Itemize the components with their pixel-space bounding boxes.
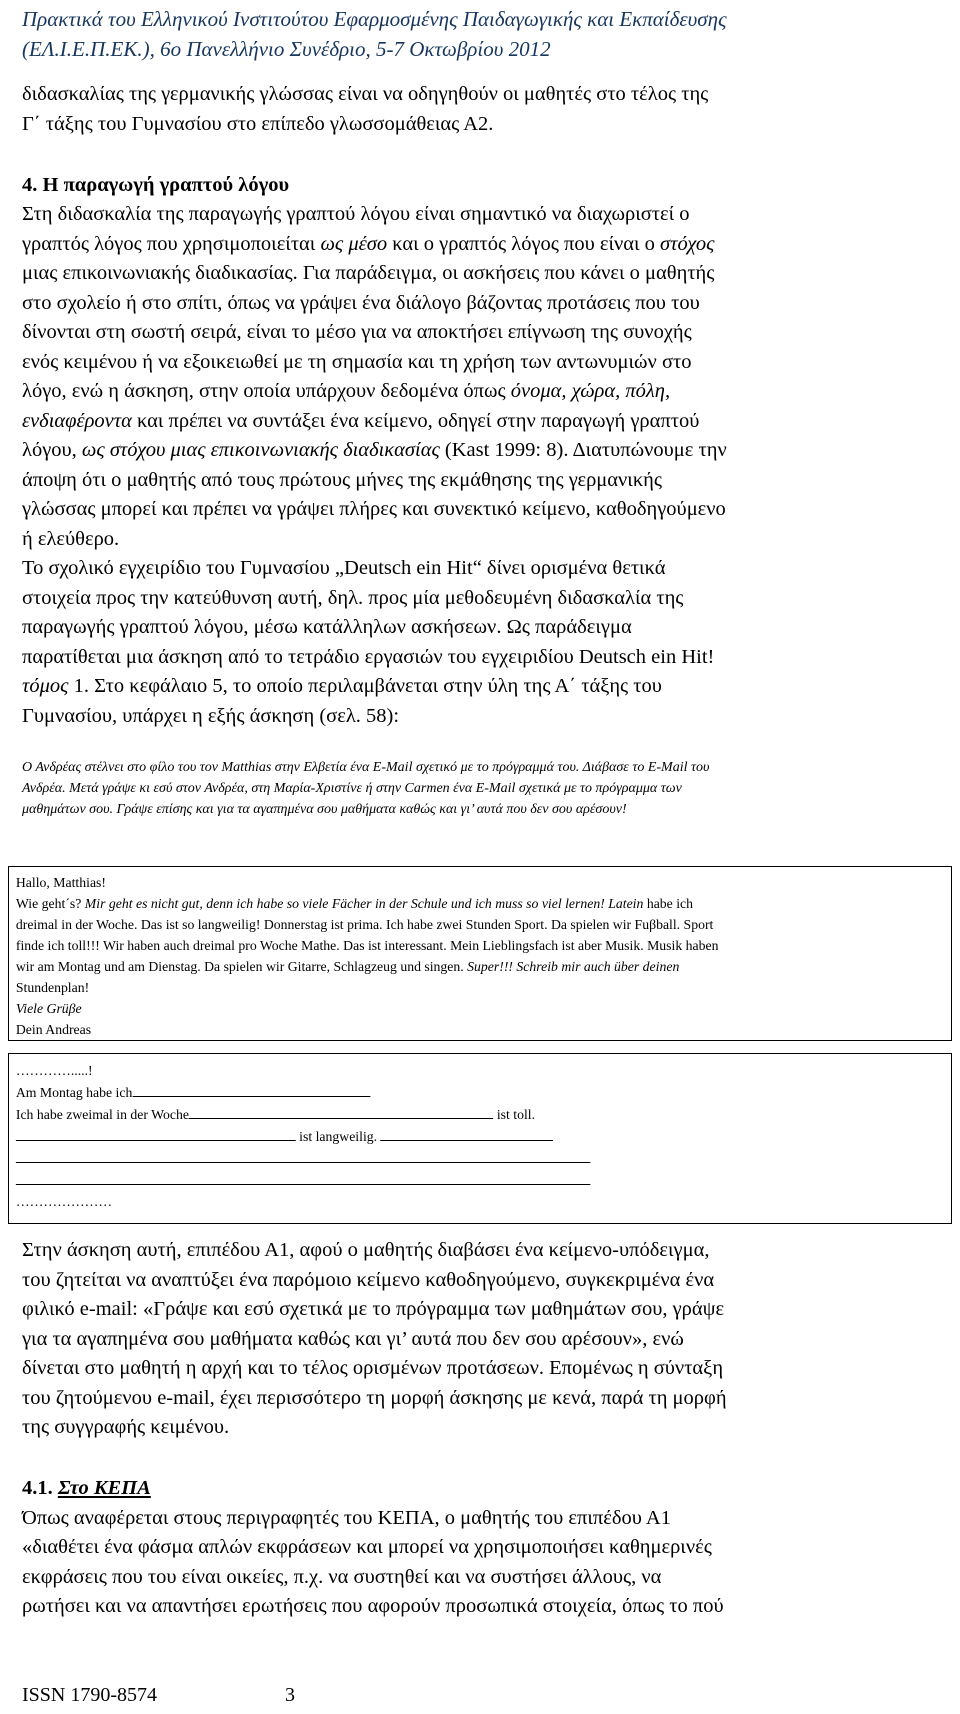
header-line-1: Πρακτικά του Ελληνικού Ινστιτούτου Εφαρμοσμένης Παιδαγωγικής και Εκπαίδευσης <box>22 7 727 31</box>
paragraph-line: δίνεται στο μαθητή η αρχή και το τέλος ορισμένων προτάσεων. Επομένως η σύνταξη <box>22 1357 724 1379</box>
page-footer <box>22 1684 295 1707</box>
p2-line: παρατίθεται μια άσκηση από το τετράδιο εργασιών του εγχειριδίου Deutsch ein Hit! <box>22 646 715 668</box>
section-number: 4.1. <box>22 1477 58 1499</box>
paragraph-line: του ζητείται να αναπτύξει ένα παρόμοιο κείμενο καθοδηγούμενο, συγκεκριμένα ένα <box>22 1269 715 1291</box>
fill-blank[interactable] <box>189 1104 493 1119</box>
fill-blank[interactable] <box>16 1148 590 1163</box>
template-dots: ………………… <box>15 1195 113 1210</box>
p1-line: γλώσσας μπορεί και πρέπει να γράψει πλήρες και συνεκτικό κείμενο, καθοδηγούμενο <box>22 498 726 520</box>
emphasis: Mir geht es nicht gut, denn ich habe so viele Fächer in der Schule und ich muss so viel lernen! Latein <box>84 897 644 912</box>
paragraph-line: Στην άσκηση αυτή, επιπέδου Α1, αφού ο μαθητής διαβάσει ένα κείμενο-υπόδειγμα, <box>22 1239 710 1261</box>
emphasis: όνομα, χώρα, πόλη, <box>510 380 671 402</box>
p1-line <box>22 233 714 256</box>
p2-line: παραγωγής γραπτού λόγου, μέσω κατάλληλων ασκήσεων. Ως παράδειγμα <box>22 616 632 638</box>
p1-line: άποψη ότι ο μαθητής από τους πρώτους μήνες της εκμάθησης της γερμανικής <box>22 469 662 491</box>
intro-line-1: διδασκαλίας της γερμανικής γλώσσας είναι να οδηγηθούν οι μαθητές στο τέλος της <box>22 83 709 105</box>
template-dots: ………….....! <box>15 1064 93 1079</box>
email-closing: Viele Grüβe <box>15 1002 82 1017</box>
email-signature: Dein Andreas <box>15 1023 92 1038</box>
paragraph-line: φιλικό e-mail: «Γράψε και εσύ σχετικά με το πρόγραμμα των μαθημάτων σου, γράψε <box>22 1298 725 1320</box>
page-number: 3 <box>285 1684 296 1706</box>
exercise-instructions <box>22 757 934 820</box>
text: (Kast 1999: 8). Διατυπώνουμε την <box>439 439 727 461</box>
sample-email-box <box>8 866 952 1041</box>
fill-blank[interactable] <box>381 1126 554 1141</box>
emphasis: τόμος <box>22 675 69 697</box>
text: Ich habe zweimal in der Woche <box>15 1108 189 1123</box>
email-line <box>9 957 934 978</box>
p1-line <box>22 439 727 462</box>
emphasis: ως στόχου μιας επικοινωνιακής διαδικασίας <box>81 439 440 461</box>
emphasis: Super!!! Schreib mir auch über deinen <box>467 960 680 975</box>
text: 1. Στο κεφάλαιο 5, το οποίο περιλαμβάνεται στην ύλη της Α΄ τάξης του <box>68 675 662 697</box>
p1-line: μιας επικοινωνιακής διαδικασίας. Για παράδειγμα, οι ασκήσεις που κάνει ο μαθητής <box>22 262 715 284</box>
p1-line: Στη διδασκαλία της παραγωγής γραπτού λόγου είναι σημαντικό να διαχωριστεί ο <box>22 203 690 225</box>
email-template-box <box>8 1053 952 1224</box>
text: Wie geht´s? <box>15 897 85 912</box>
p2-line: Γυμνασίου, υπάρχει η εξής άσκηση (σελ. 58): <box>22 705 400 727</box>
proceedings-header <box>22 4 942 64</box>
header-line-2: (ΕΛ.Ι.Ε.Π.ΕΚ.), 6ο Πανελλήνιο Συνέδριο, 5-7 Οκτωβρίου 2012 <box>22 37 551 61</box>
section-title: Στο ΚΕΠΑ <box>57 1477 151 1499</box>
emphasis: στόχος <box>660 233 715 255</box>
paragraph-line: για τα αγαπημένα σου μαθήματα καθώς και γι’ αυτά που δεν σου αρέσουν», ενώ <box>22 1328 684 1350</box>
text: και πρέπει να συντάξει ένα κείμενο, οδηγεί στην παραγωγή γραπτού <box>131 410 700 432</box>
text: ist langweilig. <box>295 1130 381 1145</box>
p2-line: Το σχολικό εγχειρίδιο του Γυμνασίου „Deutsch ein Hit“ δίνει ορισμένα θετικά <box>22 557 666 579</box>
text: habe ich <box>643 897 694 912</box>
p1-line: ενός κειμένου ή να εξοικειωθεί με τη σημασία και τη χρήση των αντωνυμιών στο <box>22 351 692 373</box>
email-line: finde ich toll!!! Wir haben auch dreimal pro Woche Mathe. Das ist interessant. Mein Lieblingsfach ist aber Musik. Musik haben <box>15 939 719 954</box>
email-greeting: Hallo, Matthias! <box>15 876 106 891</box>
fill-blank[interactable] <box>16 1170 590 1185</box>
p1-line: ή ελεύθερο. <box>22 528 120 550</box>
template-line <box>9 1104 934 1126</box>
instruction-line: μαθημάτων σου. Γράψε επίσης και για τα αγαπημένα σου μαθήματα καθώς και γι’ αυτά που δεν σου αρέσουν! <box>22 802 627 817</box>
text: γραπτός λόγος που χρησιμοποιείται <box>22 233 321 255</box>
text: Am Montag habe ich <box>15 1086 133 1101</box>
paragraph-line: εκφράσεις που του είναι οικείες, π.χ. να συστηθεί και να συστήσει άλλους, να <box>22 1566 662 1588</box>
intro-line-2: Γ΄ τάξης του Γυμνασίου στο επίπεδο γλωσσομάθειας Α2. <box>22 113 494 135</box>
paragraph-line: Όπως αναφέρεται στους περιγραφητές του ΚΕΠΑ, ο μαθητής του επιπέδου Α1 <box>22 1507 671 1529</box>
p1-line <box>22 380 670 403</box>
emphasis: ενδιαφέροντα <box>22 410 132 432</box>
email-line <box>9 894 934 915</box>
text: και ο γραπτός λόγος που είναι ο <box>387 233 661 255</box>
text: λόγου, <box>22 439 82 461</box>
text: λόγο, ενώ η άσκηση, στην οποία υπάρχουν δεδομένα όπως <box>22 380 511 402</box>
fill-blank[interactable] <box>16 1126 296 1141</box>
fill-blank[interactable] <box>132 1082 370 1097</box>
paragraph-line: του ζητούμενου e-mail, έχει περισσότερο τη μορφή άσκησης με κενά, παρά τη μορφή <box>22 1387 727 1409</box>
p1-line: στο σχολείο ή στο σπίτι, όπως να γράψει ένα διάλογο βάζοντας προτάσεις που του <box>22 292 700 314</box>
instruction-line: Ο Ανδρέας στέλνει στο φίλο του τον Matthias στην Ελβετία ένα E-Mail σχετικό με το πρόγραμμά του. Διάβασε το E-Mail του <box>22 760 710 775</box>
paragraph-line: της συγγραφής κειμένου. <box>22 1416 230 1438</box>
emphasis: ως μέσο <box>320 233 388 255</box>
email-line: Stundenplan! <box>15 981 90 996</box>
text: wir am Montag und am Dienstag. Da spielen wir Gitarre, Schlagzeug und singen. <box>15 960 468 975</box>
issn: ISSN 1790-8574 <box>22 1684 158 1706</box>
template-line <box>9 1170 934 1192</box>
email-line: dreimal in der Woche. Das ist so langweilig! Donnerstag ist prima. Ich habe zwei Stunden Sport. Da spielen wir Fuβball. Sport <box>15 918 714 933</box>
text: ist toll. <box>493 1108 536 1123</box>
p2-line <box>22 675 662 698</box>
paragraph-line: «διαθέτει ένα φάσμα απλών εκφράσεων και μπορεί να χρησιμοποιήσει καθημερινές <box>22 1536 712 1558</box>
section-4-1-heading <box>22 1477 151 1500</box>
template-line <box>9 1126 934 1148</box>
instruction-line: Ανδρέα. Μετά γράψε κι εσύ στον Ανδρέα, στη Μαρία-Χριστίνε ή στην Carmen ένα E-Mail σχετικά με το πρόγραμμα των <box>22 781 682 796</box>
paragraph-line: ρωτήσει και να απαντήσει ερωτήσεις που αφορούν προσωπικά στοιχεία, όπως το πού <box>22 1595 724 1617</box>
template-line <box>9 1082 934 1104</box>
p1-line <box>22 410 699 433</box>
template-line <box>9 1148 934 1170</box>
p2-line: στοιχεία προς την κατεύθυνση αυτή, δηλ. προς μία μεθοδευμένη διδασκαλία της <box>22 587 684 609</box>
p1-line: δίνονται στη σωστή σειρά, είναι το μέσο για να αποκτήσει επίγνωση της συνοχής <box>22 321 692 343</box>
section-4-heading: 4. Η παραγωγή γραπτού λόγου <box>22 174 290 196</box>
